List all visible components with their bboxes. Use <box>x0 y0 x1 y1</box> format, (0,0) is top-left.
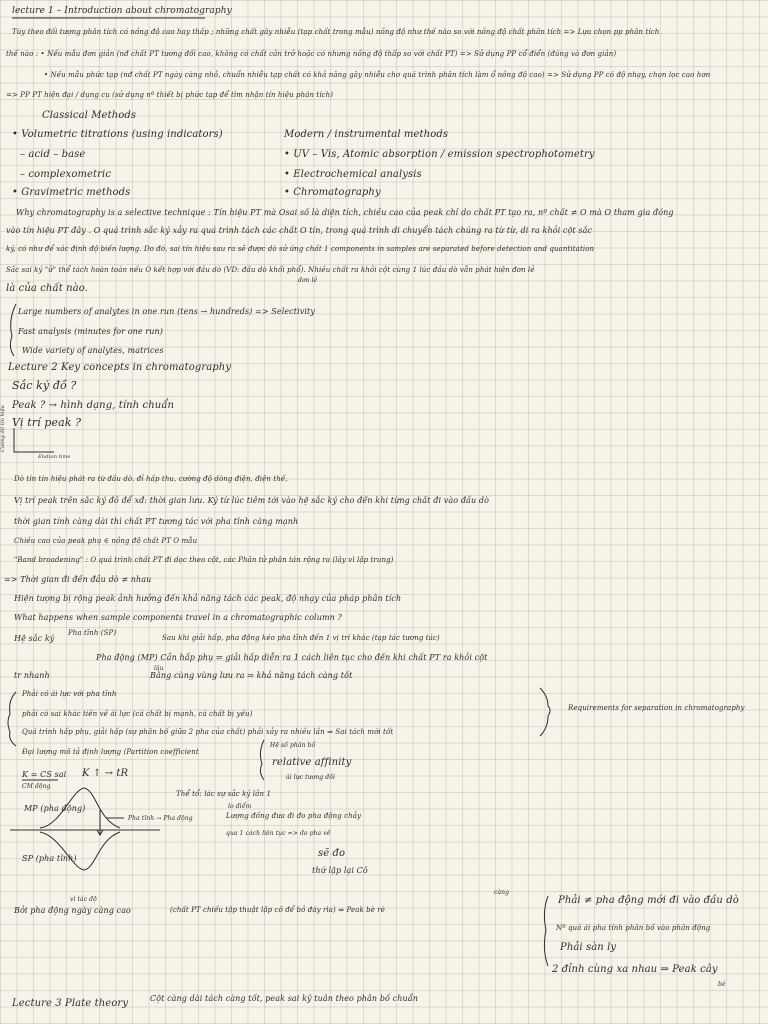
note-line: Bằng cùng vùng lưu ra ⇒ khả năng tách càng tốt <box>150 671 353 680</box>
note-line: Tùy theo đối tượng phân tích có nồng độ cao hay thấp ; những chất gây nhiễu (tạp chất trong mẫu) nồng độ như thế nào so với nồng độ chất phân tích => Lựa chọn pp phân tích <box>12 28 660 36</box>
note-line: • UV – Vis, Atomic absorption / emission spectrophotometry <box>284 149 595 160</box>
note-line: ký, có như để xác định độ biến lượng. Do đó, sai tín hiệu sau ra sẽ được dò sử ứng chất 1 components in samples are separated before detection and quantitation <box>6 245 595 253</box>
formula-denominator: CM động <box>22 783 51 790</box>
note-line: "Band broadening" : O quá trình chất PT đi dọc theo cột, các Phân tử phân tán rộng ra (lây vì lập trung) <box>14 556 394 564</box>
note-line: Bởi pha động ngày càng cao <box>14 906 131 915</box>
note-line: Why chromatography is a selective technique : Tín hiệu PT mà Osai số là diện tích, chiều cao của peak chỉ do chất PT tạo ra, nº chất ≠ O mà O tham gia đóng <box>16 208 674 217</box>
requirements-right-brace <box>540 688 550 736</box>
note-line: => PP PT hiện đại / dụng cụ (sử dụng nº thiết bị phức tạp để tìm nhận tín hiệu phân tích) <box>6 91 334 99</box>
note-line: thời gian tính càng dài thì chất PT tương tác với pha tĩnh càng mạnh <box>14 517 299 526</box>
note-annotation: bè <box>718 981 726 988</box>
note-line: Nº quá ái pha tính phân bố vào phân động <box>556 924 711 932</box>
x-axis-label: Elution time <box>38 454 71 460</box>
note-line: Hiện tượng bị rộng peak ảnh hưởng đến khả năng tách các peak, độ nhạy của pháp phân tích <box>14 594 402 603</box>
note-annotation: ái lực tương đối <box>286 774 335 781</box>
note-line: thứ lập lại Cô <box>312 866 368 875</box>
note-line: relative affinity <box>272 757 352 768</box>
note-line: Wide variety of analytes, matrices <box>22 346 164 355</box>
lecture-2-title: Lecture 2 Key concepts in chromatography <box>8 362 232 373</box>
note-annotation: đơn lẻ <box>298 277 318 284</box>
note-line: – acid – base <box>20 149 86 160</box>
note-line: Large numbers of analytes in one run (tens → hundreds) => Selectivity <box>18 307 315 316</box>
note-annotation: vì tác độ <box>70 896 97 903</box>
note-line: Sắc sai ký "ử" thể tách hoàn toàn nếu O kết hợp với đầu dò (VD: đầu dò khối phổ). Nhiều chất ra khỏi cột cùng 1 lúc đầu dò vẫn phát hiện đơn lẻ <box>6 266 535 274</box>
list-bracket <box>10 304 16 356</box>
note-line: • Electrochemical analysis <box>284 169 422 180</box>
arrow-head <box>97 830 103 835</box>
note-line: Peak ? → hình dạng, tính chuẩn <box>12 400 175 411</box>
note-line: K ↑ → tR <box>82 768 129 779</box>
note-annotation: lo điểm <box>228 803 252 810</box>
list-bracket-right <box>544 896 548 966</box>
requirements-heading: Requirements for separation in chromatography <box>568 704 745 712</box>
note-annotation: lâu <box>154 665 164 672</box>
note-line: sẽ đo <box>318 848 346 859</box>
y-axis-label: Cường độ tín hiệu <box>0 405 6 452</box>
lecture-1-title: lecture 1 – Introduction about chromatography <box>12 6 232 16</box>
note-line: Đại lượng mô tả định lượng (Partition coefficient <box>22 748 199 756</box>
note-line: là của chất nào. <box>6 283 88 294</box>
note-line: • Gravimetric methods <box>12 187 131 198</box>
axis-sketch <box>14 428 54 452</box>
note-line: What happens when sample components travel in a chromatographic column ? <box>14 613 342 622</box>
note-line: 2 đỉnh cùng xa nhau ⇒ Peak cây <box>552 964 718 975</box>
note-line: Sau khi giải hấp, pha động kéo pha tĩnh đến 1 vị trí khác (tạp tác tương tác) <box>162 634 440 642</box>
note-line: Phải sàn ly <box>560 942 617 953</box>
note-annotation: Pha tĩnh → Pha động <box>128 815 193 822</box>
note-line: Fast analysis (minutes for one run) <box>18 327 164 336</box>
note-line: Pha động (MP) Cần hấp phụ ⇌ giải hấp diễn ra 1 cách liên tục cho đến khi chất PT ra khỏi cột <box>96 653 488 662</box>
lecture-3-title: Lecture 3 Plate theory <box>12 998 129 1009</box>
coefficient-brace <box>260 740 264 780</box>
note-line: Vị trí peak ? <box>12 416 82 429</box>
mp-label: MP (pha động) <box>24 804 86 813</box>
note-line: Phải có ái lực với pha tĩnh <box>22 690 117 698</box>
note-line: => Thời gian đi đến đầu dò ≠ nhau <box>4 575 152 584</box>
sp-peak-curve <box>40 832 120 870</box>
classical-methods-heading: Classical Methods <box>42 110 137 121</box>
formula-numerator: K = CS sai <box>22 770 67 779</box>
note-line: Quá trình hấp phụ, giải hấp (sự phân bố giữa 2 pha của chất) phải xảy ra nhiều lần ⇒ Sai tách mới tốt <box>22 728 394 736</box>
note-line: Phải ≠ pha động mới đi vào đầu dò <box>558 895 739 906</box>
note-line: phải có sai khác tiền về ái lực (cá chất bị mạnh, cá chất bị yếu) <box>22 710 253 718</box>
note-annotation: càng <box>494 889 510 896</box>
note-line: Lượng đồng đưa đi đo pha động chảy <box>226 812 362 820</box>
note-line: • Chromatography <box>284 187 381 198</box>
note-line: Cột càng dài tách càng tốt, peak sai kỹ tuân theo phân bố chuẩn <box>150 994 419 1003</box>
sp-label: SP (pha tĩnh) <box>22 854 77 863</box>
note-annotation: Hệ số phân bố <box>270 742 316 749</box>
note-line: qua 1 cách liên tục => đo pha về <box>226 830 331 837</box>
note-line: Chiều cao của peak phụ ∈ nồng độ chất PT O mẫu <box>14 537 198 545</box>
note-line: vào tín hiệu PT đây . O quá trình sắc ký xảy ra quá trình tách các chất O tín, trong quá trình di chuyển tách chúng ra từ từ, di ra khỏi cột sắc <box>6 226 593 235</box>
note-line: – complexometric <box>20 169 112 180</box>
note-line: Hệ sắc ký <box>14 634 55 643</box>
note-line: Dò tín tín hiệu phát ra từ đầu dò. đỉ hấp thu, cường độ dòng điện, điện thế, <box>14 475 288 483</box>
note-line: Pha tĩnh (SP) <box>68 629 117 637</box>
requirements-left-brace <box>8 692 16 746</box>
note-line: tr nhanh <box>14 671 50 680</box>
note-line: thế nào : • Nếu mẫu đơn giản (nđ chất PT tương đối cao, không có chất cản trở hoặc có nhưng nồng độ thấp so với chất PT) => Sử dụng PP cổ điển (đúng và đơn giản) <box>6 50 617 58</box>
note-line: Vị trí peak trên sắc ký đồ để xđ: thời gian lưu. Ký từ lúc tiêm tới vào hệ sắc ký cho đến khi từng chất đi vào đầu dò <box>14 496 490 505</box>
modern-methods-heading: Modern / instrumental methods <box>284 129 449 140</box>
note-line: • Nếu mẫu phức tạp (nđ chất PT ngày càng nhỏ, chuẩn nhiễu tạp chất có khả năng gây nhiễu cho quá trình phân tích làm ổ nồng độ cao) => Sử dụng PP có độ nhạy, chọn lọc cao hơn <box>44 71 711 79</box>
note-line: Thể tổ: lác sự sắc ký lần 1 <box>176 790 272 798</box>
note-line: (chất PT chiếu tập thuật lập cô để bỏ đáy rìa) ⇒ Peak bè rè <box>170 906 385 914</box>
note-line: • Volumetric titrations (using indicators) <box>12 129 223 140</box>
note-line: Sắc ký đồ ? <box>12 379 77 392</box>
